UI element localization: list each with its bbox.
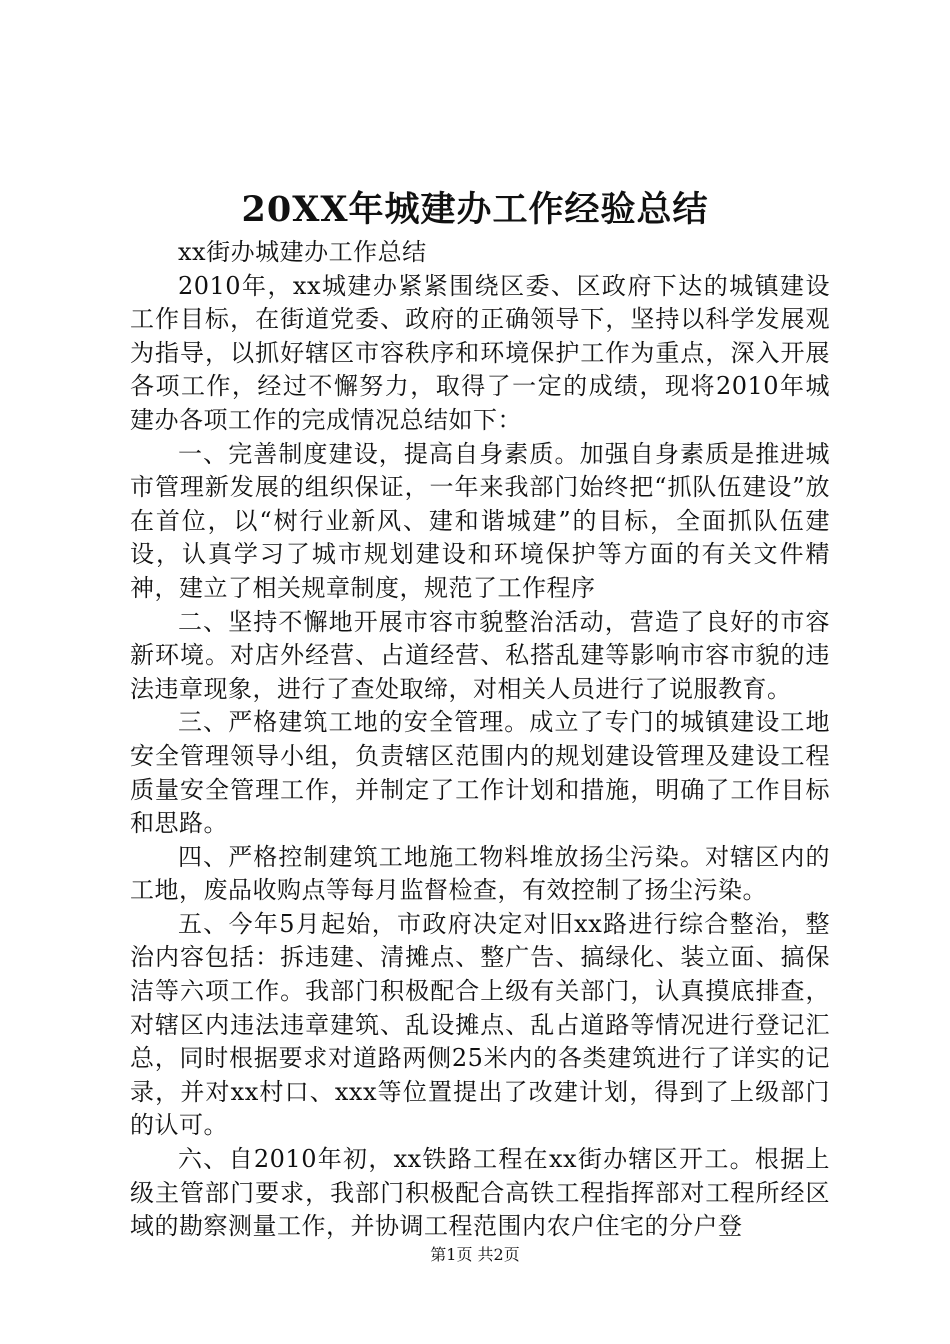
page-number-footer: 第1页 共2页 [430, 1245, 520, 1264]
document-title: 20XX年城建办工作经验总结 [241, 189, 709, 230]
paragraph-intro: 2010年，xx城建办紧紧围绕区委、区政府下达的城镇建设工作目标，在街道党委、政府的正确领导下，坚持以科学发展观为指导，以抓好辖区市容秩序和环境保护工作为重点，深入开展各项工作，经过不懈努力，取得了一定的成绩，现将2010年城建办各项工作的完成情况总结如下： [130, 271, 830, 434]
document-body [130, 236, 830, 1244]
paragraph-section-4: 四、严格控制建筑工地施工物料堆放扬尘污染。对辖区内的工地，废品收购点等每月监督检查，有效控制了扬尘污染。 [130, 842, 830, 905]
paragraph-section-6: 六、自2010年初，xx铁路工程在xx街办辖区开工。根据上级主管部门要求，我部门积极配合高铁工程指挥部对工程所经区域的勘察测量工作，并协调工程范围内农户住宅的分户登 [130, 1145, 830, 1241]
paragraph-section-3: 三、严格建筑工地的安全管理。成立了专门的城镇建设工地安全管理领导小组，负责辖区范围内的规划建设管理及建设工程质量安全管理工作，并制定了工作计划和措施，明确了工作目标和思路。 [130, 708, 830, 838]
paragraph-subtitle: xx街办城建办工作总结 [178, 238, 427, 266]
paragraph-section-1: 一、完善制度建设，提高自身素质。加强自身素质是推进城市管理新发展的组织保证，一年来我部门始终把“抓队伍建设”放在首位，以“树行业新风、建和谐城建”的目标，全面抓队伍建设，认真学习了城市规划建设和环境保护等方面的有关文件精神，建立了相关规章制度，规范了工作程序 [130, 439, 830, 602]
paragraph-section-5: 五、今年5月起始，市政府决定对旧xx路进行综合整治，整治内容包括：拆违建、清摊点、整广告、搞绿化、装立面、搞保洁等六项工作。我部门积极配合上级有关部门，认真摸底排查，对辖区内违法违章建筑、乱设摊点、乱占道路等情况进行登记汇总，同时根据要求对道路两侧25米内的各类建筑进行了详实的记录，并对xx村口、xxx等位置提出了改建计划，得到了上级部门的认可。 [130, 909, 830, 1140]
paragraph-section-2: 二、坚持不懈地开展市容市貌整治活动，营造了良好的市容新环境。对店外经营、占道经营、私搭乱建等影响市容市貌的违法违章现象，进行了查处取缔，对相关人员进行了说服教育。 [130, 607, 830, 703]
